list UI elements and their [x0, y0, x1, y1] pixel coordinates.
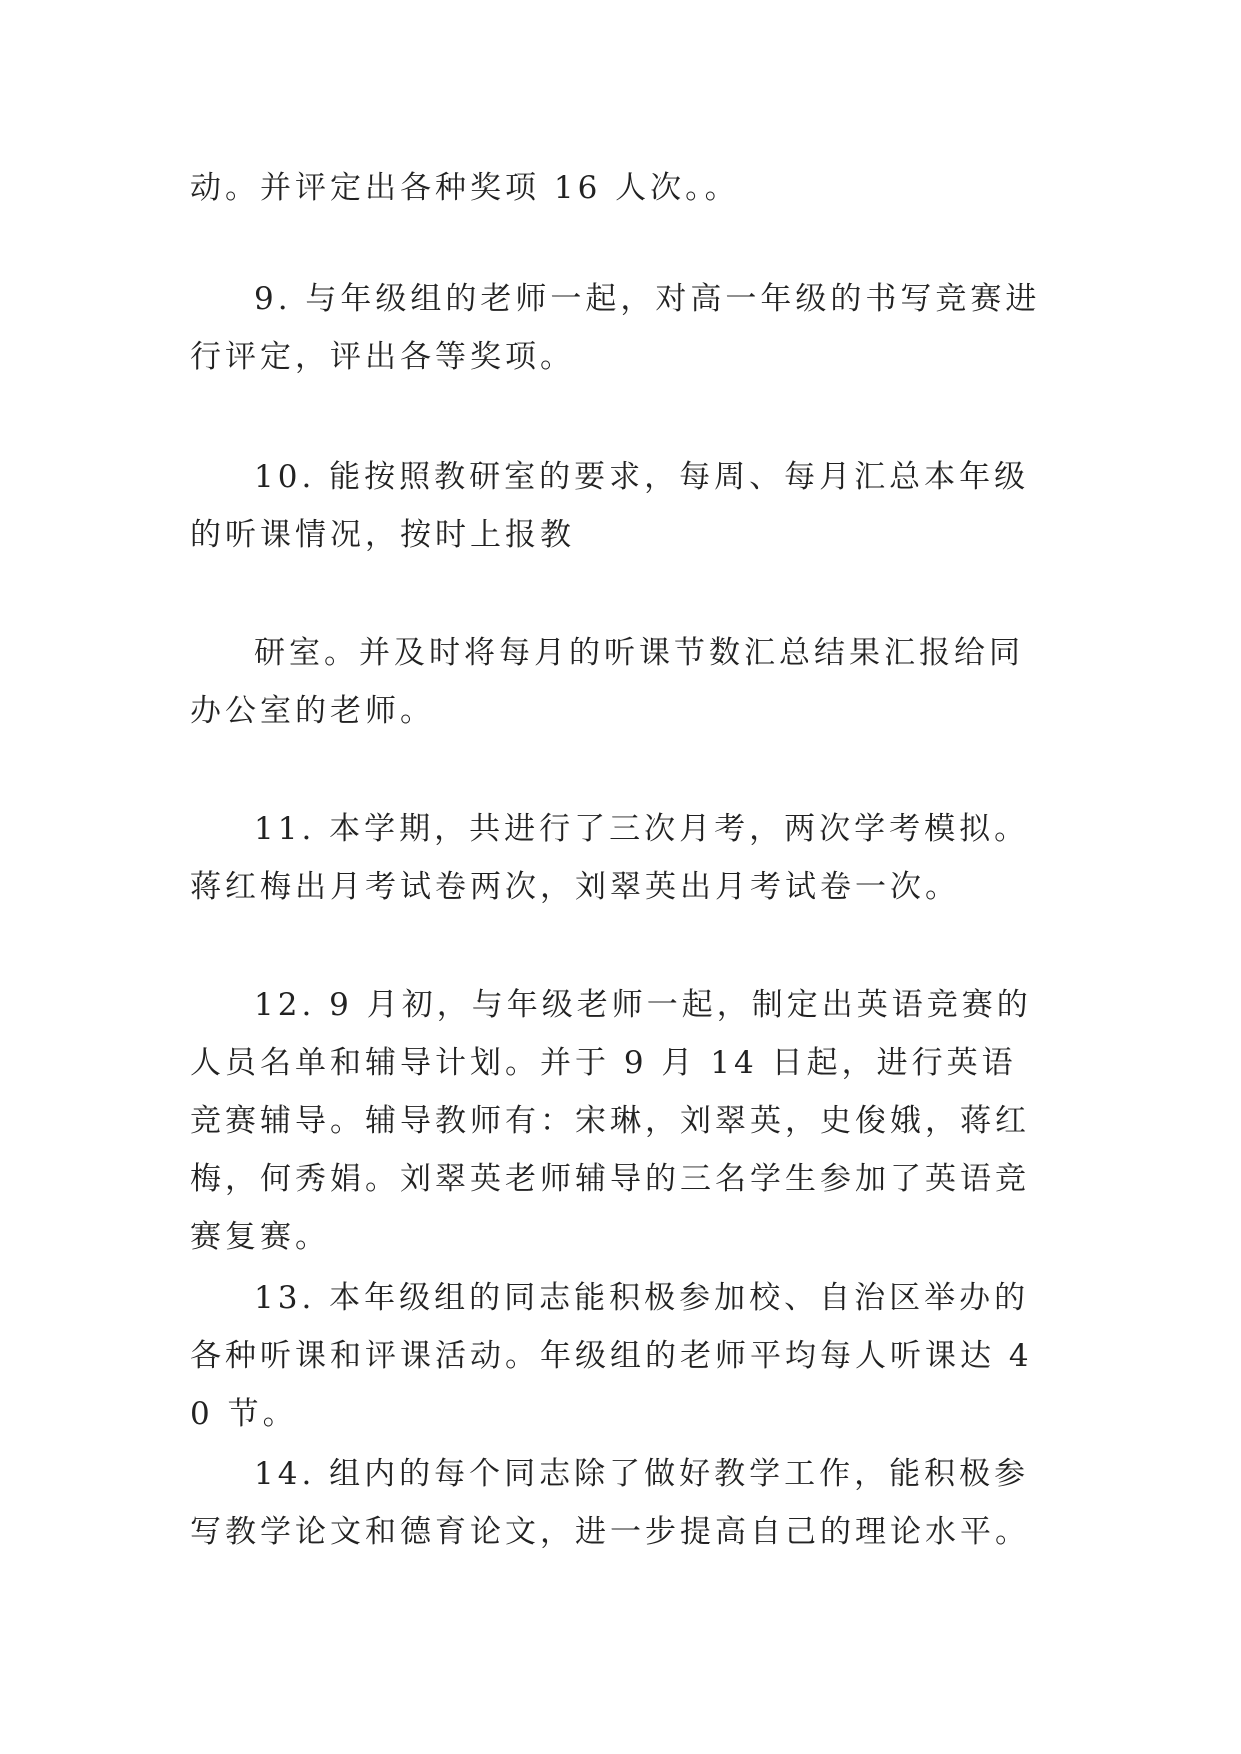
- paragraph-item-9: 9. 与年级组的老师一起，对高一年级的书写竞赛进行评定，评出各等奖项。: [190, 281, 1041, 375]
- paragraph-item-12: 12. 9 月初，与年级老师一起，制定出英语竞赛的人员名单和辅导计划。并于 9 月 14 日起，进行英语竞赛辅导。辅导教师有：宋琳，刘翠英，史俊娥，蒋红梅，何秀娟。刘翠英老师辅导的三名学生参加了英语竞赛复赛。: [190, 987, 1032, 1255]
- paragraph-item-10: 10. 能按照教研室的要求，每周、每月汇总本年级的听课情况，按时上报教: [190, 459, 1030, 553]
- paragraph-item-10-continued: 研室。并及时将每月的听课节数汇总结果汇报给同办公室的老师。: [190, 635, 1024, 729]
- paragraph-continuation: 动。并评定出各种奖项 16 人次。。: [190, 170, 740, 206]
- paragraph-item-11: 11. 本学期，共进行了三次月考，两次学考模拟。蒋红梅出月考试卷两次，刘翠英出月考试卷一次。: [190, 811, 1030, 905]
- paragraph-item-14: 14. 组内的每个同志除了做好教学工作，能积极参写教学论文和德育论文，进一步提高自己的理论水平。: [190, 1456, 1030, 1550]
- paragraph-item-13: 13. 本年级组的同志能积极参加校、自治区举办的各种听课和评课活动。年级组的老师平均每人听课达 40 节。: [190, 1280, 1033, 1432]
